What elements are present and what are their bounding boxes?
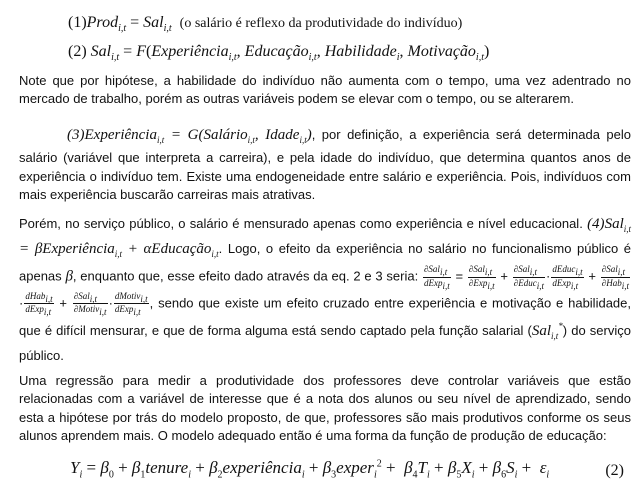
paragraph-public-service-mid2: , enquanto que, esse efeito dado através da eq. 2 e 3 seria:	[72, 268, 419, 284]
fraction-partial-sal-hab: $\frac{\partial Sal_{i,t}}{\partial Hab_{i,t}}$	[601, 264, 629, 291]
fraction-dsal-dexp: $\frac{\partial Sal_{i,t}}{dExp_{i,t}}$	[423, 264, 450, 291]
regression-equation: $Y_i = \beta_0$ + $\beta_1tenure_i$ + $\beta_2experiência_i$ + $\beta_3exper_i^2 + \beta_4T_i + \beta_5X_i + \beta_6S_i + \varepsilon_i$	[70, 458, 550, 481]
fraction-dhab-dexp: $\frac{dHab_{i,t}}{dExp_{i,t}}$	[25, 290, 53, 318]
paragraph-public-service: Porém, no serviço público, o salário é mensurado apenas como experiência e nível educacional. (4)Sal$_{i,t}$ = βExperiência$_{i,t}$ + αEducação$_{i,t}$. Logo, o efeito da experiência no salário no funcionalismo público é apenas β, enquanto que, esse efeito dado através da eq. 2 e 3 seria: $\frac{\partial Sal_{i,t}}{dExp_{i,t}}$ = $\frac{\partial Sal_{i,t}}{\partial Exp_{i,t}}$ + $\frac{\partial Sal_{i,t}}{\partial Educ_{i,t}}$ · $\frac{dEduc_{i,t}}{dExp_{i,t}}$ + $\frac{\partial Sal_{i,t}}{\partial Hab_{i,t}}$ · $\frac{dHab_{i,t}}{dExp_{i,t}}$ + $\frac{\partial Sal_{i,t}}{\partial Motiv_{i,t}}$ · $\frac{dMotiv_{i,t}}{dExp_{i,t}}$ , sendo que existe um efeito cruzado entre experiência e motivação e habilidade, que é difícil mensurar, e que de forma alguma está sendo captado pela função salarial (Sal$_{i,t}$*) do serviço público.	[19, 216, 632, 364]
fraction-partial-sal-educ: $\frac{\partial Sal_{i,t}}{\partial Educ_{i,t}}$	[513, 264, 544, 291]
sal-star-symbol: Sal$_{i,t}$*	[531, 321, 563, 342]
paragraph-regression	[19, 372, 631, 446]
equation-4: (4)Sal$_{i,t}$ = βExperiência$_{i,t}$ + αEducação$_{i,t}$	[19, 216, 631, 259]
equation-3-label: (3)	[67, 127, 85, 143]
regression-equation-number: (2)	[605, 462, 624, 479]
paragraph-hypothesis-text: Note que por hipótese, a habilidade do indivíduo não aumenta com o tempo, uma vez adentrado no mercado de trabalho, porém as outras variáveis podem se elevar com o tempo, ou se alterarem.	[19, 73, 631, 107]
equation-4-label: (4)	[587, 216, 605, 232]
paragraph-regression-text: Uma regressão para medir a produtividade dos professores deve controlar variáveis que estão relacionadas com a variável de interesse que é a nota dos alunos ou seu nível de aprendizado, sendo esta a hipótese por trás do modelo proposto, de que, professores são mais produtivos conforme os seus alunos aprendem mais. O modelo adequado então é uma forma da função de produção de educação:	[19, 373, 631, 444]
fraction-dmotiv-dexp: $\frac{dMotiv_{i,t}}{dExp_{i,t}}$	[114, 290, 148, 318]
equation-1: (1)Prod$_{i,t}$ = Sal$_{i,t}$ (o salário é reflexo da produtividade do indivíduo)	[68, 14, 463, 35]
paragraph-hypothesis	[19, 72, 631, 109]
paragraph-public-service-end: do serviço público.	[19, 323, 631, 364]
equation-1-note: (o salário é reflexo da produtividade do indivíduo)	[179, 16, 463, 31]
equation-2-label: (2)	[68, 43, 87, 60]
fraction-partial-sal-motiv: $\frac{\partial Sal_{i,t}}{\partial Motiv_{i,t}}$	[73, 290, 107, 318]
paragraph-experience-text: , por definição, a experiência será determinada pelo salário (variável que interpreta a carreira), e pela idade do indivíduo, que determina quantos anos de experiência o indivíduo tem. Existe uma endogeneidade entre salário e experiência. Pois, indivíduos com mais experiência buscarão carreiras mais atrativas.	[19, 127, 632, 203]
paragraph-public-service-mid1: . Logo, o efeito da experiência no salário no funcionalismo público é apenas	[19, 241, 632, 284]
fraction-partial-sal-exp: $\frac{\partial Sal_{i,t}}{\partial Exp_{i,t}}$	[468, 264, 495, 291]
fraction-deduc-dexp: $\frac{dEduc_{i,t}}{dExp_{i,t}}$	[552, 264, 583, 291]
equation-3: (3)Experiência$_{i,t}$ = G(Salário$_{i,t}$, Idade$_{i,t}$)	[67, 127, 312, 145]
equation-2: (2) Sal$_{i,t}$ = F(Experiência$_{i,t}$, Educação$_{i,t}$, Habilidade$_i$, Motivação$_{i,t}$)	[68, 43, 490, 64]
paragraph-experience	[19, 126, 631, 205]
paragraph-public-service-intro: Porém, no serviço público, o salário é mensurado apenas como experiência e nível educacional.	[19, 216, 583, 231]
equation-1-label: (1)	[68, 14, 87, 31]
paragraph-public-service-mid3: sendo que existe um efeito cruzado entre experiência e motivação e habilidade, que é difícil mensurar, e que de forma alguma está sendo captado pela função salarial	[19, 295, 631, 339]
beta-symbol: β	[65, 268, 73, 285]
